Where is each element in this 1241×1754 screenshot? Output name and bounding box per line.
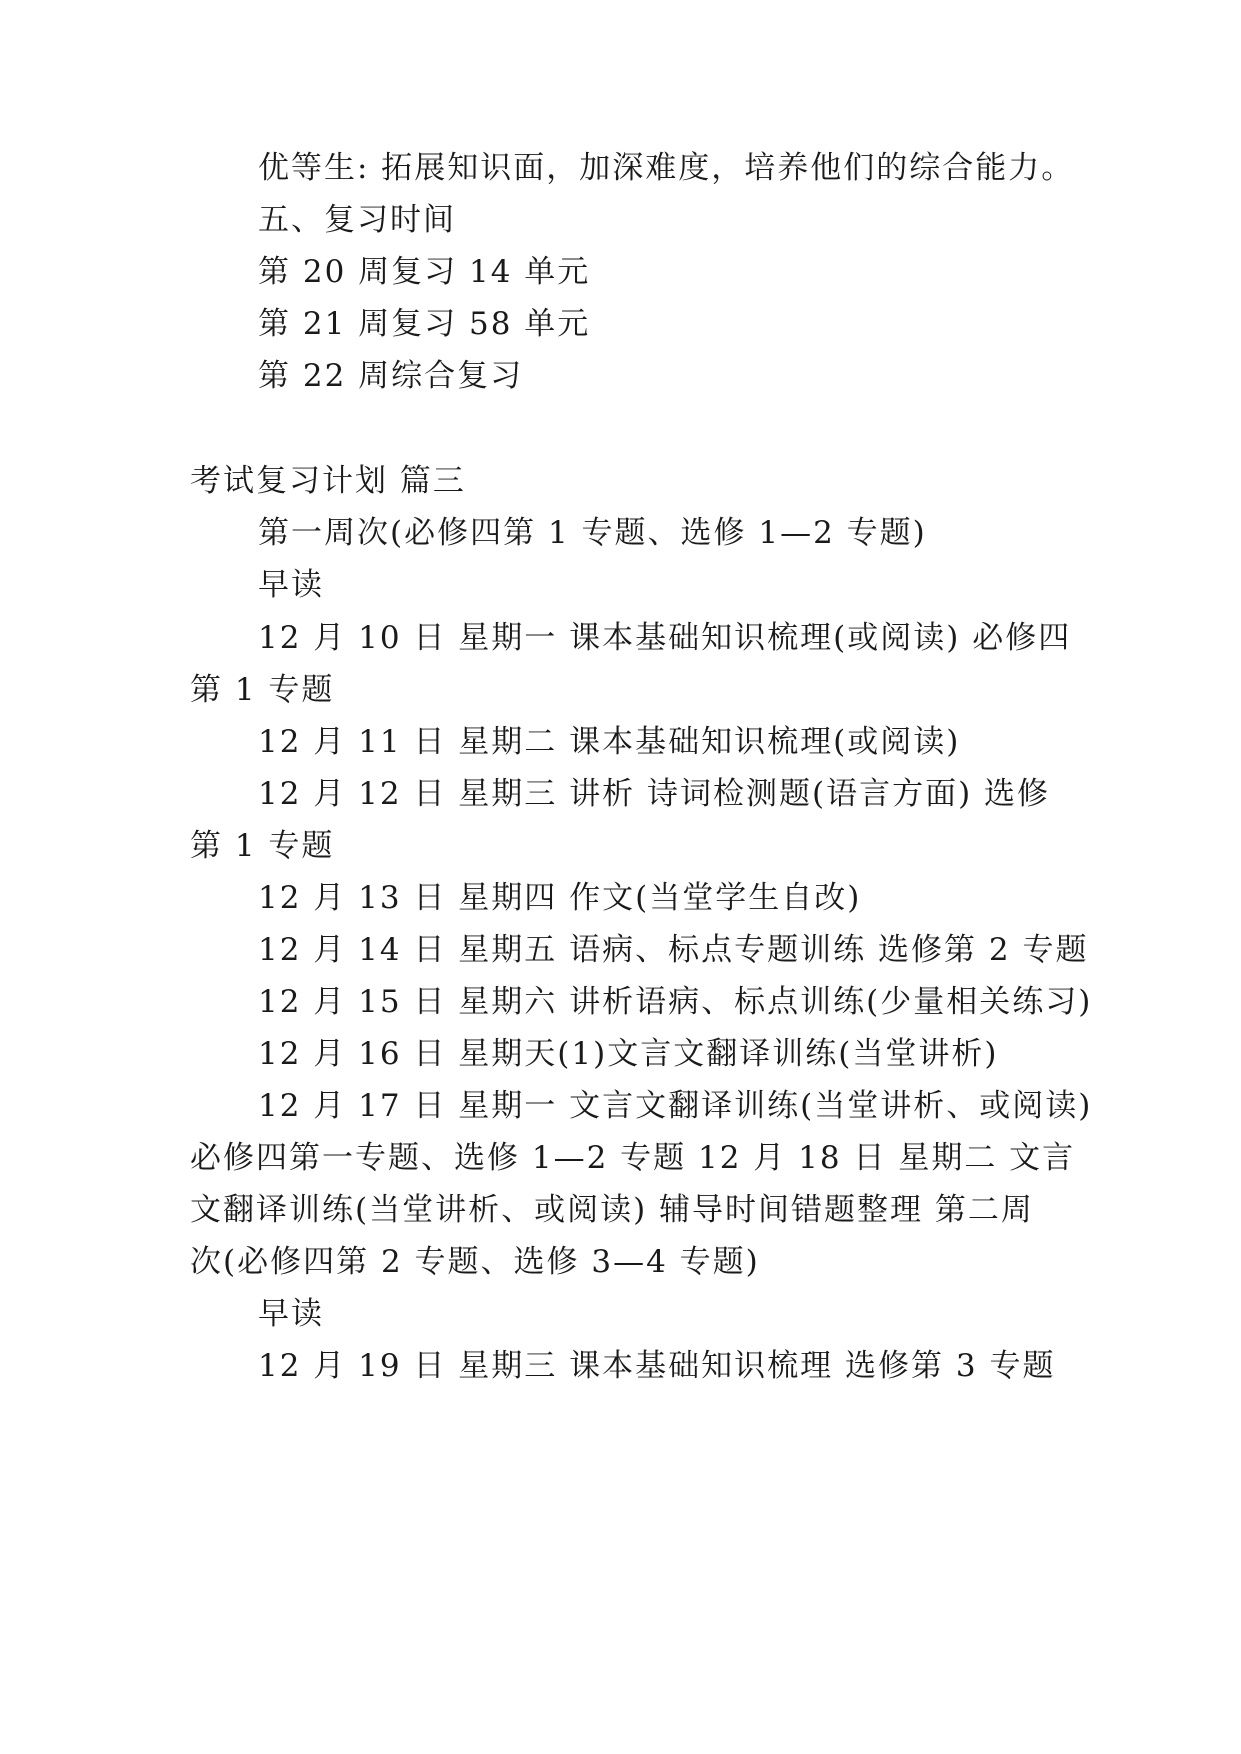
schedule-line-week-20: 第 20 周复习 14 单元 — [258, 254, 591, 290]
schedule-line-dec-14: 12 月 14 日 星期五 语病、标点专题训练 选修第 2 专题 — [258, 932, 1089, 968]
week-one-title: 第一周次(必修四第 1 专题、选修 1—2 专题) — [258, 515, 927, 551]
schedule-line-dec-16: 12 月 16 日 星期天(1)文言文翻译训练(当堂讲析) — [258, 1036, 999, 1072]
schedule-line-dec-17: 12 月 17 日 星期一 文言文翻译训练(当堂讲析、或阅读) — [258, 1088, 1093, 1124]
schedule-line-dec-17-cont: 必修四第一专题、选修 1—2 专题 12 月 18 日 星期二 文言 — [190, 1140, 1076, 1176]
schedule-line-dec-12-cont: 第 1 专题 — [190, 828, 335, 864]
schedule-line-dec-11: 12 月 11 日 星期二 课本基础知识梳理(或阅读) — [258, 724, 961, 760]
schedule-line-dec-19: 12 月 19 日 星期三 课本基础知识梳理 选修第 3 专题 — [258, 1348, 1056, 1384]
morning-reading-label-2: 早读 — [258, 1296, 324, 1332]
paragraph-top-students: 优等生: 拓展知识面，加深难度，培养他们的综合能力。 — [258, 150, 1075, 186]
section-heading-review-time: 五、复习时间 — [258, 202, 456, 238]
morning-reading-label: 早读 — [258, 567, 324, 603]
schedule-line-dec-13: 12 月 13 日 星期四 作文(当堂学生自改) — [258, 880, 862, 916]
article-heading: 考试复习计划 篇三 — [190, 463, 466, 499]
week-two-title: 次(必修四第 2 专题、选修 3—4 专题) — [190, 1244, 760, 1280]
schedule-line-dec-12: 12 月 12 日 星期三 讲析 诗词检测题(语言方面) 选修 — [258, 776, 1051, 812]
schedule-line-week-22: 第 22 周综合复习 — [258, 358, 524, 394]
schedule-line-dec-15: 12 月 15 日 星期六 讲析语病、标点训练(少量相关练习) — [258, 984, 1093, 1020]
schedule-line-dec-10-cont: 第 1 专题 — [190, 672, 335, 708]
schedule-line-dec-18-cont: 文翻译训练(当堂讲析、或阅读) 辅导时间错题整理 第二周 — [190, 1192, 1034, 1228]
schedule-line-dec-10: 12 月 10 日 星期一 课本基础知识梳理(或阅读) 必修四 — [258, 620, 1072, 656]
schedule-line-week-21: 第 21 周复习 58 单元 — [258, 306, 591, 342]
